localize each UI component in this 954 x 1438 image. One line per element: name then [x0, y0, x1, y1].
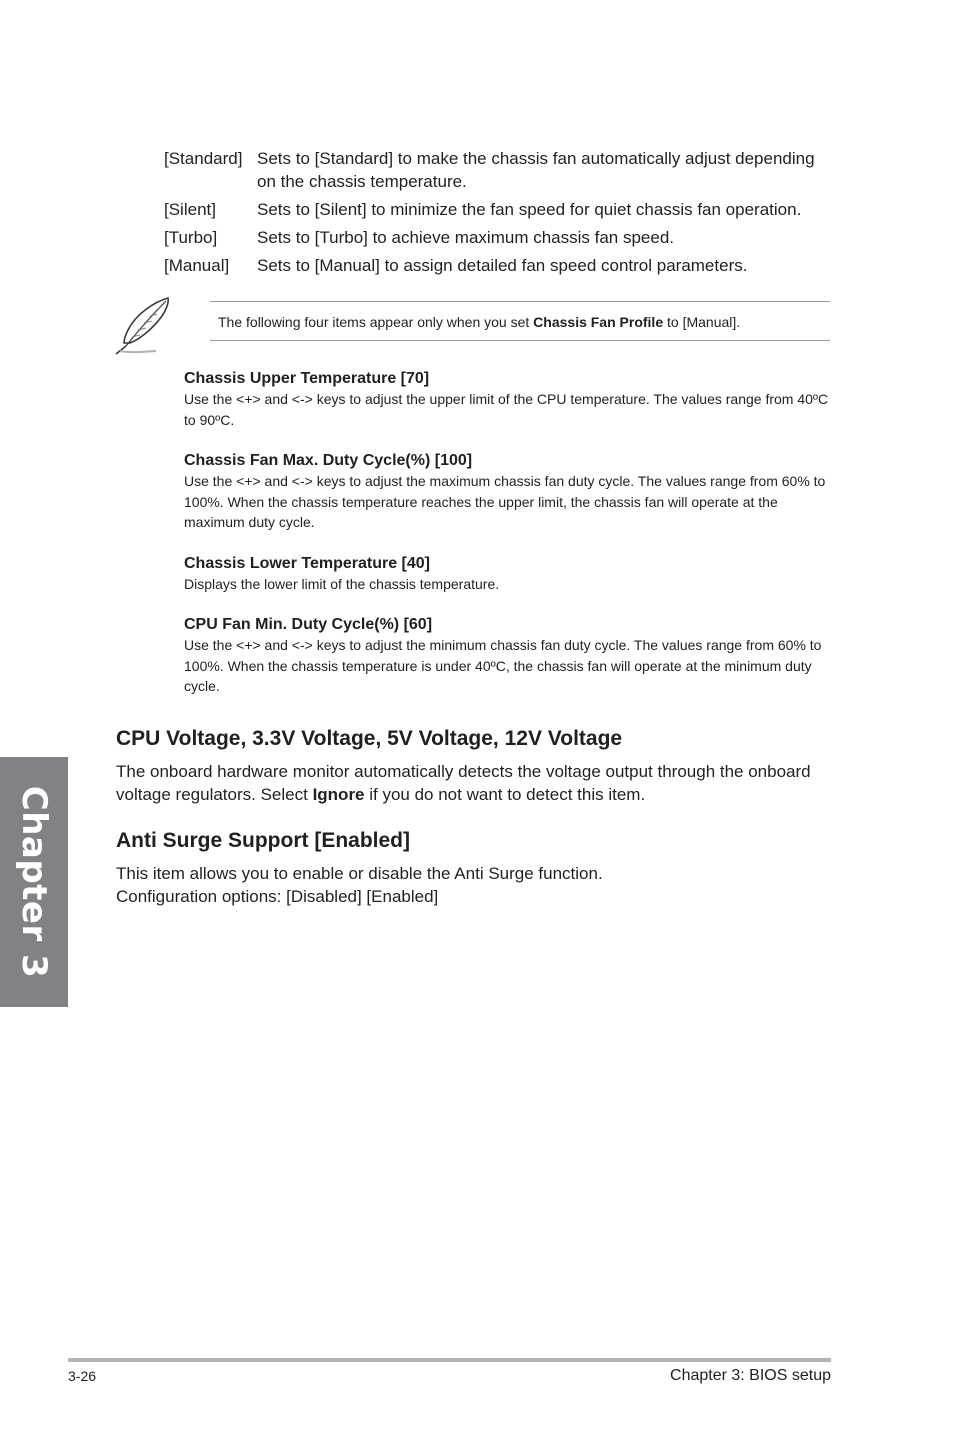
footer-divider	[68, 1358, 831, 1362]
setting-title: CPU Fan Min. Duty Cycle(%) [60]	[184, 616, 433, 633]
setting-upper-temperature	[184, 368, 829, 430]
note-text-part: The following four items appear only when you set	[218, 314, 534, 330]
setting-desc: Use the <+> and <-> keys to adjust the maximum chassis fan duty cycle. The values range from 60% to 100%. When the chassis temperature reaches the upper limit, the chassis fan will operate at the maximum duty cycle.	[184, 473, 826, 530]
option-desc: Sets to [Standard] to make the chassis fan automatically adjust depending on the chassis temperature.	[257, 149, 815, 191]
option-desc: Sets to [Silent] to minimize the fan speed for quiet chassis fan operation.	[257, 200, 802, 219]
chapter-side-tab	[0, 757, 68, 1007]
section-body-line: Configuration options: [Disabled] [Enabled]	[116, 887, 439, 906]
setting-title: Chassis Fan Max. Duty Cycle(%) [100]	[184, 452, 473, 469]
manual-settings-list	[184, 368, 829, 717]
option-turbo	[164, 226, 834, 249]
setting-title: Chassis Lower Temperature [40]	[184, 554, 431, 572]
voltage-section	[116, 726, 832, 806]
setting-desc: Use the <+> and <-> keys to adjust the upper limit of the CPU temperature. The values range from 40ºC to 90ºC.	[184, 391, 829, 428]
body-text-part: The onboard hardware monitor automatically detects the voltage output through the onboard voltage regulators. Select	[116, 762, 811, 804]
note-callout	[112, 296, 832, 356]
fan-profile-options	[164, 147, 834, 282]
note-text	[210, 301, 830, 341]
setting-lower-temperature	[184, 553, 829, 595]
feather-pen-icon	[112, 296, 174, 356]
setting-max-duty-cycle	[184, 450, 829, 533]
setting-desc: Use the <+> and <-> keys to adjust the minimum chassis fan duty cycle. The values range from 60% to 100%. When the chassis temperature is under 40ºC, the chassis fan will operate at the minimum duty cycle.	[184, 637, 822, 694]
option-key: [Silent]	[164, 200, 216, 219]
note-bold-term: Chassis Fan Profile	[533, 314, 664, 330]
setting-min-duty-cycle	[184, 614, 829, 697]
body-bold-term: Ignore	[312, 785, 365, 804]
option-key: [Turbo]	[164, 228, 218, 247]
setting-title: Chassis Upper Temperature [70]	[184, 370, 430, 387]
option-key: [Standard]	[164, 149, 243, 168]
option-key: [Manual]	[164, 256, 230, 275]
setting-desc: Displays the lower limit of the chassis temperature.	[184, 575, 500, 592]
option-manual	[164, 254, 834, 277]
page-number: 3-26	[68, 1368, 97, 1384]
note-text-part: to [Manual].	[663, 314, 741, 330]
option-desc: Sets to [Manual] to assign detailed fan speed control parameters.	[257, 256, 748, 275]
option-standard	[164, 147, 834, 193]
section-body-line: This item allows you to enable or disable the Anti Surge function.	[116, 864, 603, 883]
chapter-tab-label: Chapter 3	[14, 785, 54, 979]
anti-surge-section	[116, 828, 832, 908]
section-heading: Anti Surge Support [Enabled]	[116, 829, 410, 852]
body-text-part: if you do not want to detect this item.	[364, 785, 646, 804]
section-heading: CPU Voltage, 3.3V Voltage, 5V Voltage, 12V Voltage	[116, 727, 623, 750]
section-body	[116, 760, 832, 806]
footer-chapter-title: Chapter 3: BIOS setup	[670, 1367, 831, 1384]
option-silent	[164, 198, 834, 221]
option-desc: Sets to [Turbo] to achieve maximum chassis fan speed.	[257, 228, 675, 247]
